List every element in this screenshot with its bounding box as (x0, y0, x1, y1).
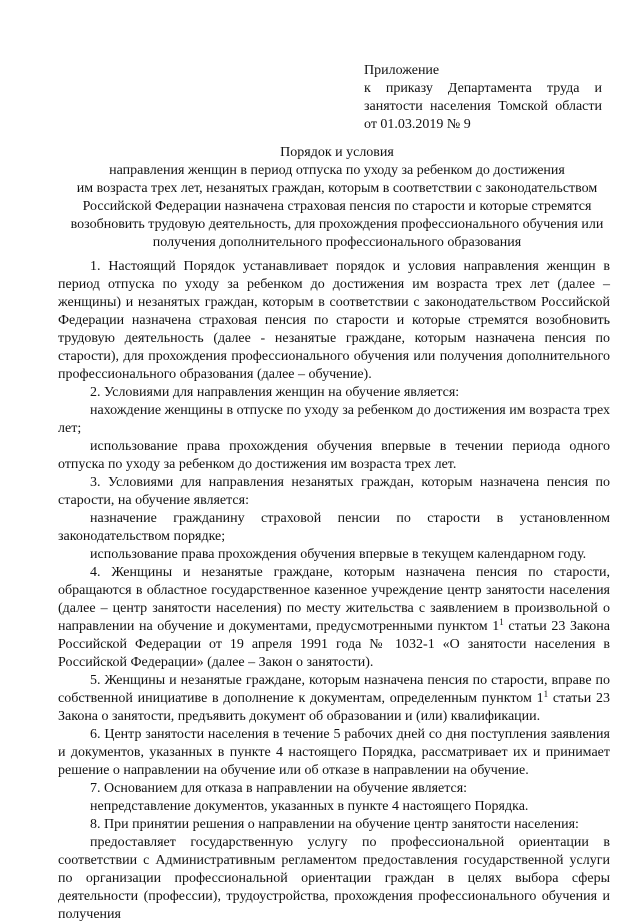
paragraph: использование права прохождения обучения впервые в текущем календарном году. (90, 547, 587, 562)
paragraph: назначение гражданину страховой пенсии по старости в установленном законодательством порядке; (58, 511, 610, 544)
paragraph: 1. Настоящий Порядок устанавливает порядок и условия направления женщин в период отпуска по уходу за ребенком до достижения им возраста трех лет (далее – женщины) и незанятых граждан, которым в соответствии с законодательством Российской Федерации назначена страховая пенсия по старости и которые стремятся возобновить трудовую деятельность (далее - незанятые граждане, которым назначена пенсия по старости), для прохождения профессионального обучения или получения дополнительного профессионального образования (далее – обучение). (58, 259, 610, 382)
appendix-header (364, 62, 602, 134)
title-line: получения дополнительного профессионального образования (152, 235, 522, 250)
paragraph: 3. Условиями для направления незанятых граждан, которым назначена пенсия по старости, на обучение является: (58, 475, 610, 508)
footnote-superscript: 1 (543, 689, 549, 699)
title-line: возобновить трудовую деятельность, для прохождения профессионального обучения или (70, 217, 604, 232)
paragraph: 2. Условиями для направления женщин на обучение является: (90, 385, 460, 400)
footnote-superscript: 1 (499, 617, 504, 627)
paragraph: непредставление документов, указанных в пункте 4 настоящего Порядка. (90, 799, 529, 814)
paragraph: предоставляет государственную услугу по профессиональной ориентации в соответствии с Административным регламентом предоставления государственной услуги по организации профессиональной ориентации граждан в целях выбора сферы деятельности (профессии), трудоустройства, прохождения профессионального обучения и получения (58, 835, 610, 922)
paragraph: 7. Основанием для отказа в направлении на обучение является: (90, 781, 468, 796)
paragraph: нахождение женщины в отпуске по уходу за ребенком до достижения им возраста трех лет; (58, 403, 610, 436)
appendix-line: занятости населения Томской области (364, 99, 602, 114)
paragraph: 6. Центр занятости населения в течение 5 рабочих дней со дня поступления заявления и документов, указанных в пункте 4 настоящего Порядка, рассматривает их и принимает решение о направлении на обучение или об отказе в направлении на обучение. (58, 727, 610, 778)
appendix-line: к приказу Департамента труда и (364, 81, 602, 96)
document-title (68, 144, 606, 252)
title-line: Порядок и условия (280, 145, 394, 160)
appendix-date-line: от 01.03.2019 № 9 (364, 117, 471, 132)
paragraph-text: статьи 23 Закона о занятости, предъявить документ об образовании и (или) квалификации. (58, 691, 610, 724)
title-line: Российской Федерации назначена страховая пенсия по старости и которые стремятся (82, 199, 592, 214)
paragraph-text: статьи 23 Закона Российской Федерации от 19 апреля 1991 года № 1032-1 «О занятости населения в Российской Федерации» (далее – Закон о занятости). (58, 619, 610, 670)
title-line: им возраста трех лет, незанятых граждан, которым в соответствии с законодательством (76, 181, 598, 196)
paragraph-text: 4. Женщины и незанятые граждане, которым назначена пенсия по старости, обращаются в областное государственное казенное учреждение центр занятости населения (далее – центр занятости населения) по месту жительства с заявлением в произвольной о направлении на обучение и документами, предусмотренными пунктом 1 (58, 565, 610, 634)
paragraph: 8. При принятии решения о направлении на обучение центр занятости населения: (90, 817, 579, 832)
document-body (58, 258, 610, 924)
paragraph (58, 672, 610, 726)
paragraph (58, 564, 610, 672)
title-line: направления женщин в период отпуска по уходу за ребенком до достижения (109, 163, 565, 178)
paragraph: использование права прохождения обучения впервые в течении периода одного отпуска по уходу за ребенком до достижения им возраста трех лет. (58, 439, 610, 472)
appendix-line: Приложение (364, 63, 440, 78)
paragraph-text: 5. Женщины и незанятые граждане, которым назначена пенсия по старости, вправе по собственной инициативе в дополнение к документам, определенным пунктом 1 (58, 673, 610, 706)
